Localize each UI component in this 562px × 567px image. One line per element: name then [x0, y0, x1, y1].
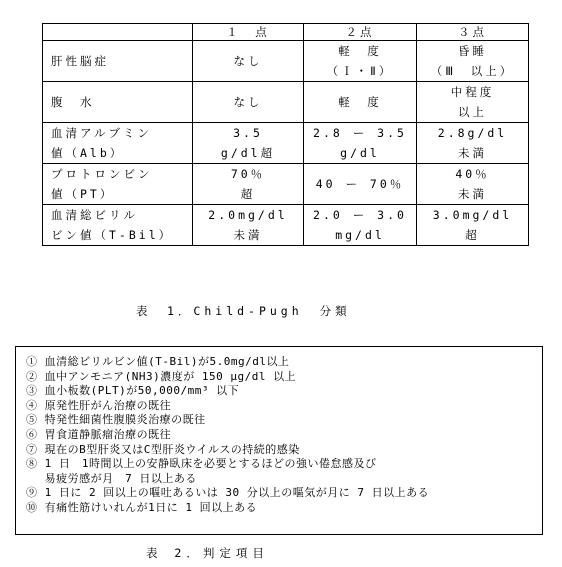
table1-caption: 表 1．Child-Pugh 分類 — [136, 304, 351, 318]
header-cell-3pt: ３点 — [417, 24, 529, 41]
cell-2pt: 2.8 ー 3.5 g/dl — [304, 123, 417, 164]
table-row-bilirubin — [43, 205, 529, 246]
criteria-item: ④ 原発性肝がん治療の既往 — [26, 398, 172, 412]
criteria-item-continuation: 易疲労感が月 7 日以上ある — [26, 471, 197, 485]
cell-2pt: 軽 度 （Ｉ・Ⅱ） — [304, 41, 417, 82]
criteria-item: ⑤ 特発性細菌性腹膜炎治療の既往 — [26, 413, 206, 427]
row-label: 血清総ビリル ビン値（T-Bil） — [43, 205, 193, 246]
row-label: 腹 水 — [43, 82, 193, 123]
criteria-item: ⑧ 1 日 1時間以上の安静臥床を必要とするほどの強い倦怠感及び — [26, 457, 377, 471]
table-row-albumin — [43, 123, 529, 164]
criteria-item: ② 血中アンモニア(NH3)濃度が 150 μg/dl 以上 — [26, 369, 297, 383]
cell-2pt: 軽 度 — [304, 82, 417, 123]
criteria-item: ⑥ 胃食道静脈瘤治療の既往 — [26, 427, 172, 441]
header-cell-1pt: １ 点 — [193, 24, 304, 41]
cell-3pt: 40％ 未満 — [417, 164, 529, 205]
cell-1pt: 3.5 g/dl超 — [193, 123, 304, 164]
table-row-ascites — [43, 82, 529, 123]
table-row-prothrombin — [43, 164, 529, 205]
table-row-encephalopathy — [43, 41, 529, 82]
cell-3pt: 3.0mg/dl 超 — [417, 205, 529, 246]
criteria-item: ⑦ 現在のB型肝炎又はC型肝炎ウイルスの持続的感染 — [26, 442, 300, 456]
table-header-row — [43, 24, 529, 41]
cell-1pt: なし — [193, 82, 304, 123]
header-cell-empty — [43, 24, 193, 41]
cell-3pt: 中程度 以上 — [417, 82, 529, 123]
cell-2pt: 2.0 ー 3.0 mg/dl — [304, 205, 417, 246]
table2-caption: 表 2．判定項目 — [146, 546, 269, 560]
cell-1pt: なし — [193, 41, 304, 82]
row-label: プロトロンビン 値（PT） — [43, 164, 193, 205]
cell-2pt: 40 ー 70％ — [304, 164, 417, 205]
child-pugh-table — [42, 23, 529, 246]
header-cell-2pt: ２点 — [304, 24, 417, 41]
cell-1pt: 2.0mg/dl 未満 — [193, 205, 304, 246]
criteria-item: ⑩ 有痛性筋けいれんが1日に 1 回以上ある — [26, 500, 258, 514]
row-label: 肝性脳症 — [43, 41, 193, 82]
cell-3pt: 昏睡 （Ⅲ 以上） — [417, 41, 529, 82]
criteria-box — [15, 346, 543, 535]
cell-1pt: 70％ 超 — [193, 164, 304, 205]
row-label: 血清アルブミン 値（Alb） — [43, 123, 193, 164]
cell-3pt: 2.8g/dl 未満 — [417, 123, 529, 164]
criteria-item: ③ 血小板数(PLT)が50,000/mm³ 以下 — [26, 384, 240, 398]
criteria-item: ⑨ 1 日に 2 回以上の嘔吐あるいは 30 分以上の嘔気が月に 7 日以上ある — [26, 486, 430, 500]
criteria-item: ① 血清総ビリルビン値(T-Bil)が5.0mg/dl以上 — [26, 355, 290, 368]
